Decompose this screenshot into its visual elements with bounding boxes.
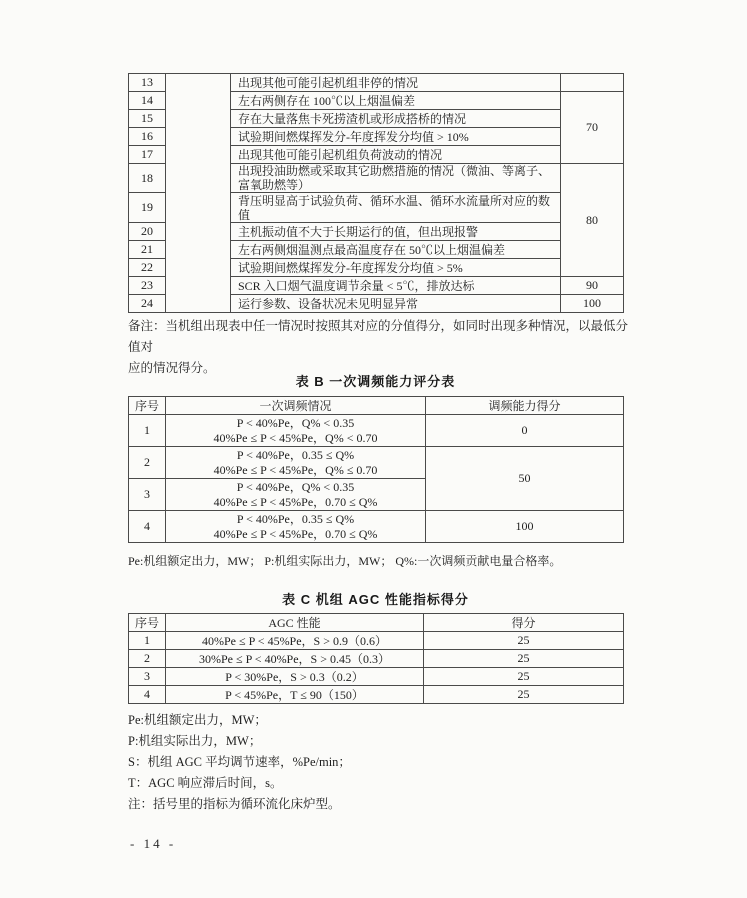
table-b-title: 表 B 一次调频能力评分表	[295, 374, 456, 389]
table-row	[129, 668, 624, 686]
remark-line: 应的情况得分。	[128, 361, 216, 375]
table-a-remark	[128, 316, 633, 379]
description-cell: 主机振动值不大于长期运行的值，但出现报警	[231, 223, 561, 241]
score-cell: 25	[424, 632, 624, 650]
condition-cell	[166, 447, 426, 479]
condition-line: P < 40%Pe，Q% < 0.35	[236, 479, 355, 494]
description-cell: 试验期间燃煤挥发分-年度挥发分均值 > 5%	[231, 259, 561, 277]
row-number-cell: 16	[129, 128, 166, 146]
description-cell: 出现其他可能引起机组负荷波动的情况	[231, 146, 561, 164]
row-number-cell: 14	[129, 92, 166, 110]
performance-cell: 40%Pe ≤ P < 45%Pe，S > 0.9（0.6）	[166, 632, 424, 650]
condition-cell	[166, 415, 426, 447]
row-number-cell: 3	[129, 668, 166, 686]
table-c-title: 表 C 机组 AGC 性能指标得分	[282, 592, 469, 607]
condition-cell	[166, 479, 426, 511]
score-cell: 90	[561, 277, 624, 295]
note-line: T：AGC 响应滞后时间，s。	[128, 776, 283, 790]
row-number-cell: 19	[129, 193, 166, 223]
score-cell: 0	[426, 415, 624, 447]
table-row	[129, 650, 624, 668]
table-row	[129, 511, 624, 543]
score-cell	[561, 74, 624, 92]
table-b-note: Pe:机组额定出力，MW； P:机组实际出力，MW； Q%:一次调频贡献电量合格率。	[128, 554, 562, 568]
condition-cell	[166, 511, 426, 543]
header-cell: 序号	[129, 614, 166, 632]
description-cell: 背压明显高于试验负荷、循环水温、循环水流量所对应的数值	[231, 193, 561, 223]
row-number-cell: 1	[129, 415, 166, 447]
note-line: P:机组实际出力，MW；	[128, 734, 262, 748]
table-row	[129, 415, 624, 447]
row-number-cell: 22	[129, 259, 166, 277]
score-cell: 70	[561, 92, 624, 164]
header-cell: 调频能力得分	[426, 397, 624, 415]
table-c-notes	[128, 710, 633, 815]
description-cell: 左右两侧烟温测点最高温度存在 50℃以上烟温偏差	[231, 241, 561, 259]
table-row	[129, 74, 624, 92]
description-cell: 出现投油助燃或采取其它助燃措施的情况（微油、等离子、富氧助燃等）	[231, 164, 561, 193]
condition-line: 40%Pe ≤ P < 45%Pe，Q% ≤ 0.70	[213, 462, 378, 477]
header-cell: AGC 性能	[166, 614, 424, 632]
row-number-cell: 1	[129, 632, 166, 650]
row-number-cell: 23	[129, 277, 166, 295]
category-cell	[166, 74, 231, 313]
header-cell: 一次调频情况	[166, 397, 426, 415]
score-cell: 100	[561, 295, 624, 313]
table-row	[129, 632, 624, 650]
row-number-cell: 2	[129, 650, 166, 668]
row-number-cell: 24	[129, 295, 166, 313]
row-number-cell: 15	[129, 110, 166, 128]
score-cell: 25	[424, 686, 624, 704]
table-row	[129, 447, 624, 479]
row-number-cell: 20	[129, 223, 166, 241]
header-row	[129, 397, 624, 415]
remark-line: 备注：当机组出现表中任一情况时按照其对应的分值得分，如同时出现多种情况，以最低分值对	[128, 319, 629, 354]
row-number-cell: 4	[129, 511, 166, 543]
condition-line: 40%Pe ≤ P < 45%Pe，0.70 ≤ Q%	[213, 526, 378, 541]
condition-line: P < 40%Pe，0.35 ≤ Q%	[236, 511, 355, 526]
condition-line: P < 40%Pe，Q% < 0.35	[236, 415, 355, 430]
description-cell: 出现其他可能引起机组非停的情况	[231, 74, 561, 92]
performance-cell: P < 30%Pe，S > 0.3（0.2）	[166, 668, 424, 686]
header-row	[129, 614, 624, 632]
note-line: 注：括号里的指标为循环流化床炉型。	[128, 797, 341, 811]
description-cell: 左右两侧存在 100℃以上烟温偏差	[231, 92, 561, 110]
row-number-cell: 17	[129, 146, 166, 164]
page-number: - 14 -	[130, 836, 177, 851]
note-line: S：机组 AGC 平均调节速率，%Pe/min；	[128, 755, 351, 769]
primary-frequency-score-table	[128, 396, 624, 543]
row-number-cell: 13	[129, 74, 166, 92]
row-number-cell: 18	[129, 164, 166, 193]
score-cell: 50	[426, 447, 624, 511]
row-number-cell: 3	[129, 479, 166, 511]
agc-performance-score-table	[128, 613, 624, 704]
header-cell: 序号	[129, 397, 166, 415]
score-cell: 25	[424, 650, 624, 668]
row-number-cell: 2	[129, 447, 166, 479]
header-cell: 得分	[424, 614, 624, 632]
score-cell: 100	[426, 511, 624, 543]
condition-line: 40%Pe ≤ P < 45%Pe，0.70 ≤ Q%	[213, 494, 378, 509]
description-cell: 存在大量落焦卡死捞渣机或形成搭桥的情况	[231, 110, 561, 128]
description-cell: SCR 入口烟气温度调节余量 < 5℃，排放达标	[231, 277, 561, 295]
condition-line: 40%Pe ≤ P < 45%Pe，Q% < 0.70	[213, 430, 378, 445]
description-cell: 运行参数、设备状况未见明显异常	[231, 295, 561, 313]
note-line: Pe:机组额定出力，MW；	[128, 713, 267, 727]
description-cell: 试验期间燃煤挥发分-年度挥发分均值 > 10%	[231, 128, 561, 146]
row-number-cell: 21	[129, 241, 166, 259]
row-number-cell: 4	[129, 686, 166, 704]
performance-cell: P < 45%Pe，T ≤ 90（150）	[166, 686, 424, 704]
unit-condition-score-table	[128, 73, 624, 313]
score-cell: 80	[561, 164, 624, 277]
score-cell: 25	[424, 668, 624, 686]
condition-line: P < 40%Pe，0.35 ≤ Q%	[236, 447, 355, 462]
table-row	[129, 686, 624, 704]
performance-cell: 30%Pe ≤ P < 40%Pe，S > 0.45（0.3）	[166, 650, 424, 668]
